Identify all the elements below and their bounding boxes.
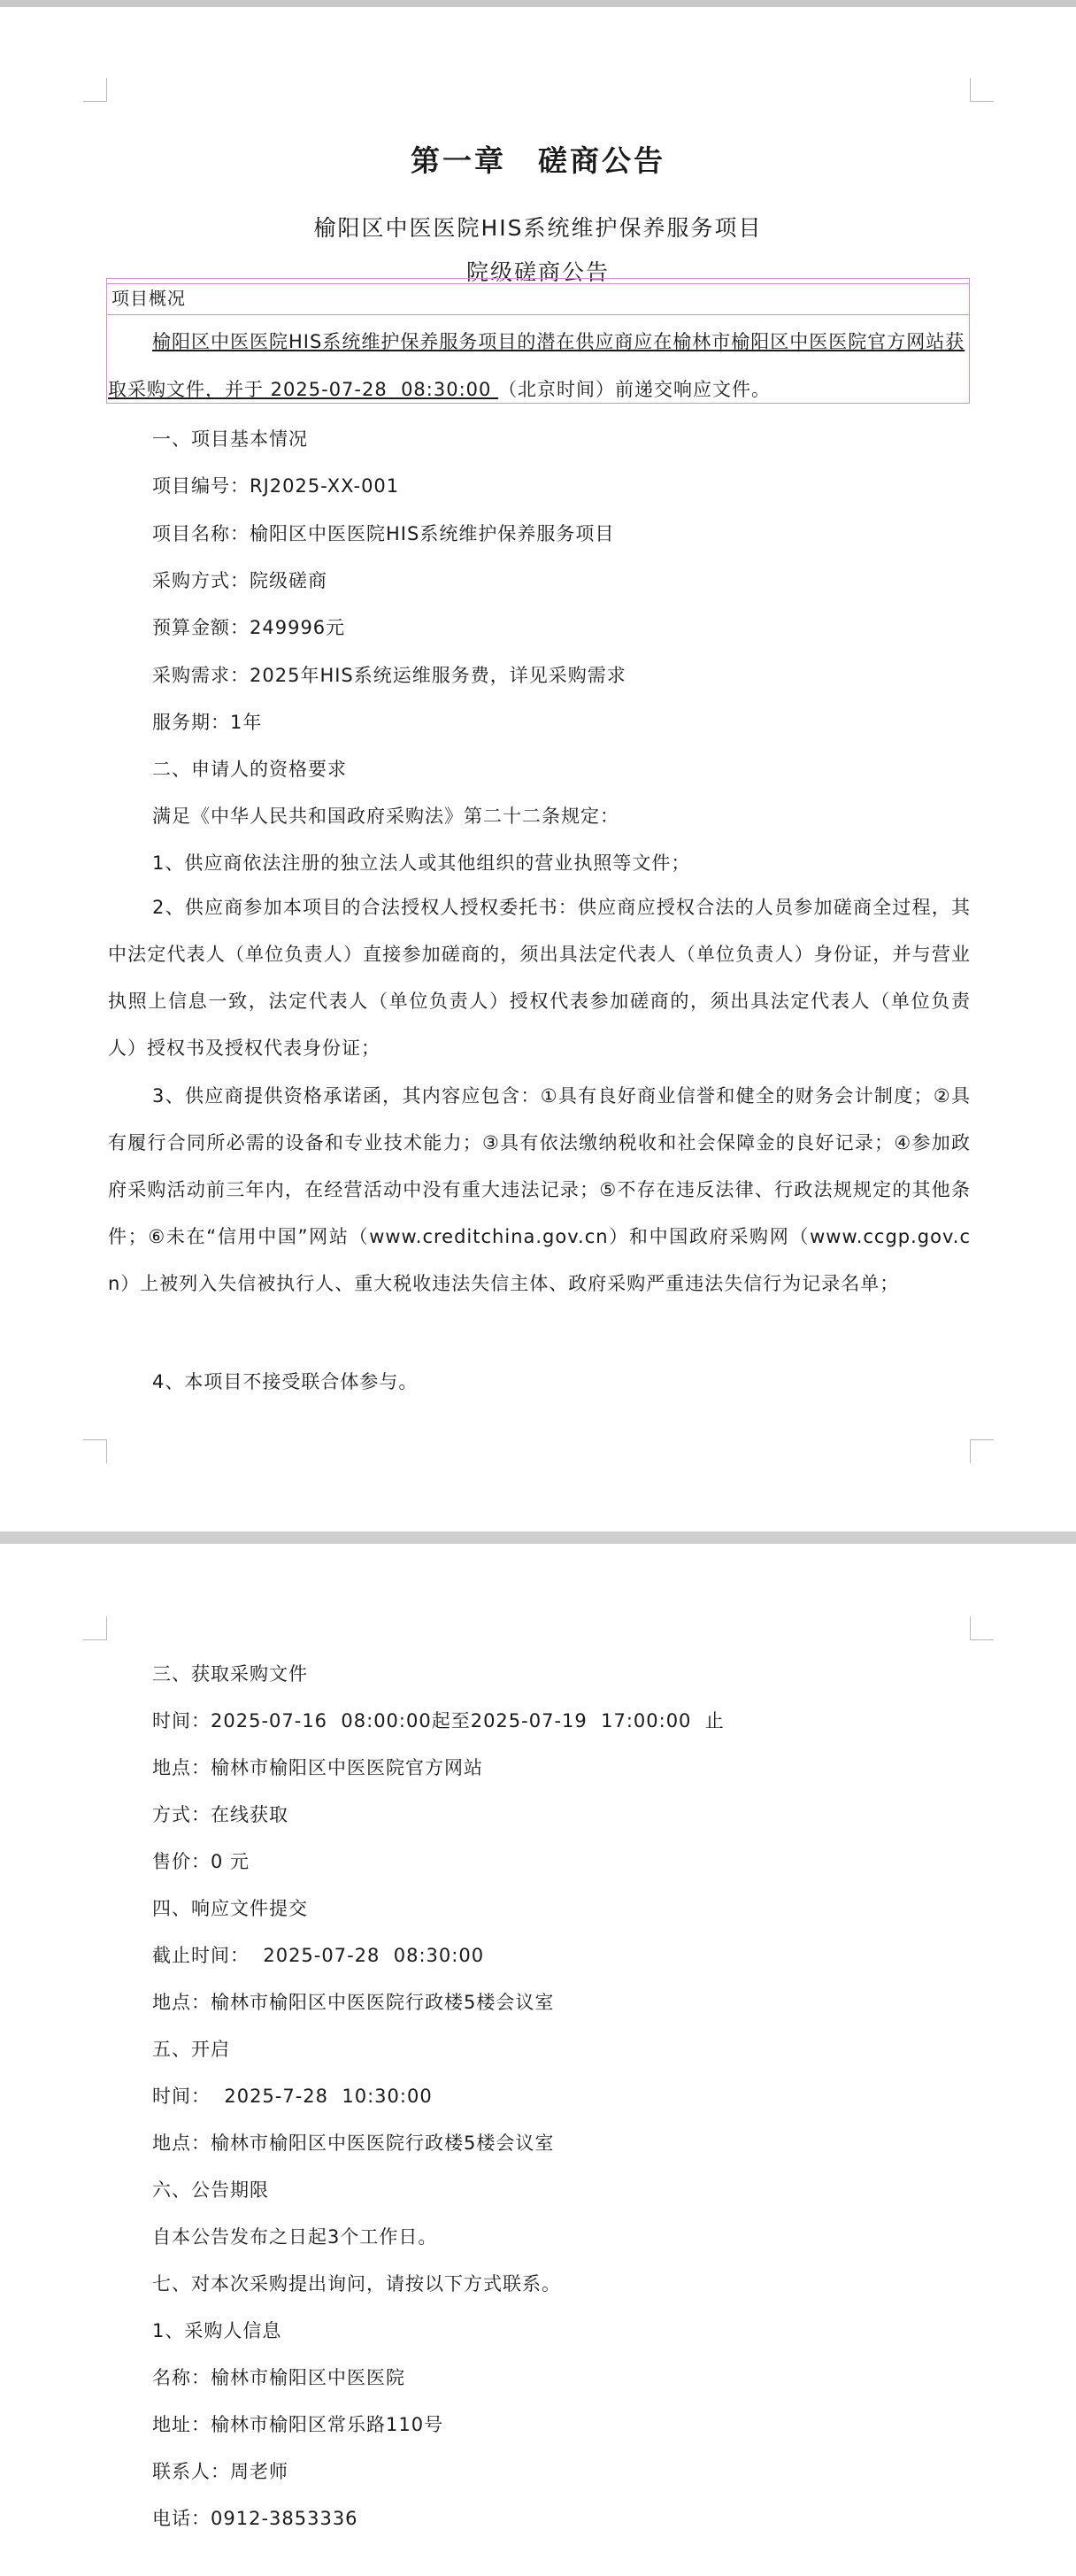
notice-title: 院级磋商公告 bbox=[465, 259, 610, 285]
section-7-heading: 七、对本次采购提出询问，请按以下方式联系。 bbox=[152, 2273, 561, 2294]
procurement-method: 采购方式：院级磋商 bbox=[152, 570, 327, 591]
opening-place: 地点：榆林市榆阳区中医医院行政楼5楼会议室 bbox=[152, 2133, 555, 2154]
project-number: 项目编号：RJ2025-XX-001 bbox=[152, 475, 400, 497]
obtain-method: 方式：在线获取 bbox=[152, 1804, 288, 1825]
purchaser-info-heading: 1、采购人信息 bbox=[152, 2320, 282, 2341]
submission-place: 地点：榆林市榆阳区中医医院行政楼5楼会议室 bbox=[152, 1992, 555, 2013]
service-period: 服务期：1年 bbox=[152, 712, 263, 733]
obtain-place: 地点：榆林市榆阳区中医医院官方网站 bbox=[152, 1757, 483, 1778]
budget-amount: 预算金额：249996元 bbox=[152, 617, 346, 638]
corner-mark bbox=[970, 1616, 994, 1640]
overview-deadline: 2025-07-28 08:30:00 bbox=[264, 379, 499, 400]
project-title: 榆阳区中医医院HIS系统维护保养服务项目 bbox=[313, 215, 763, 241]
qualification-item-2: 2、供应商参加本项目的合法授权人授权委托书：供应商应授权合法的人员参加磋商全过程，其中法定代表人（单位负责人）直接参加磋商的，须出具法定代表人（单位负责人）身份证，并与营业执照上信息一致，法定代表人（单位负责人）授权代表参加磋商的，须出具法定代表人（单位负责人）授权书及授权代表身份证； bbox=[108, 897, 971, 1059]
corner-mark bbox=[83, 78, 107, 102]
corner-mark bbox=[83, 1439, 107, 1463]
corner-mark bbox=[970, 78, 994, 102]
page-gap bbox=[0, 1531, 1076, 1544]
section-1-heading: 一、项目基本情况 bbox=[152, 428, 308, 450]
section-6-heading: 六、公告期限 bbox=[152, 2179, 269, 2201]
purchaser-address: 地址：榆林市榆阳区常乐路110号 bbox=[152, 2414, 444, 2435]
chapter-title: 第一章 磋商公告 bbox=[411, 143, 665, 178]
purchaser-name: 名称：榆林市榆阳区中医医院 bbox=[152, 2367, 405, 2388]
section-3-heading: 三、获取采购文件 bbox=[152, 1663, 308, 1685]
overview-text-2a: 取采购文件，并于 bbox=[108, 379, 264, 400]
document-page-2 bbox=[0, 1544, 1076, 2576]
document-page-1 bbox=[0, 7, 1076, 1531]
project-name: 项目名称：榆阳区中医医院HIS系统维护保养服务项目 bbox=[152, 523, 615, 544]
opening-time: 时间： 2025-7-28 10:30:00 bbox=[152, 2086, 433, 2107]
overview-text-line2 bbox=[108, 376, 771, 403]
overview-text-line1: 榆阳区中医医院HIS系统维护保养服务项目的潜在供应商应在榆林市榆阳区中医医院官方网站获 bbox=[152, 331, 965, 352]
procurement-need: 采购需求：2025年HIS系统运维服务费，详见采购需求 bbox=[152, 665, 626, 686]
qualification-item-4: 4、本项目不接受联合体参与。 bbox=[152, 1371, 419, 1392]
qualification-item-1: 1、供应商依法注册的独立法人或其他组织的营业执照等文件； bbox=[152, 852, 691, 874]
document-price: 售价：0 元 bbox=[152, 1851, 250, 1872]
corner-mark bbox=[970, 1439, 994, 1463]
qualification-item-3: 3、供应商提供资格承诺函，其内容应包含：①具有良好商业信誉和健全的财务会计制度；②具有履行合同所必需的设备和专业技术能力；③具有依法缴纳税收和社会保障金的良好记录；④参加政府采购活动前三年内，在经营活动中没有重大违法记录；⑤不存在违反法律、行政法规规定的其他条件；⑥未在“信用中国”网站（www.creditchina.gov.cn）和中国政府采购网（www.ccgp.gov.cn）上被列入失信被执行人、重大税收违法失信主体、政府采购严重违法失信行为记录名单； bbox=[108, 1085, 971, 1294]
section-5-heading: 五、开启 bbox=[152, 2039, 230, 2060]
section-2-heading: 二、申请人的资格要求 bbox=[152, 759, 347, 780]
overview-text-2b: （北京时间）前递交响应文件。 bbox=[498, 379, 772, 400]
purchaser-contact: 联系人：周老师 bbox=[152, 2461, 288, 2482]
notice-period-text: 自本公告发布之日起3个工作日。 bbox=[152, 2226, 438, 2248]
submission-deadline: 截止时间： 2025-07-28 08:30:00 bbox=[152, 1945, 485, 1966]
purchaser-phone: 电话：0912-3853336 bbox=[152, 2508, 358, 2529]
overview-label: 项目概况 bbox=[106, 283, 970, 315]
viewer-top-bar bbox=[0, 0, 1076, 7]
obtain-time: 时间：2025-07-16 08:00:00起至2025-07-19 17:00:00 止 bbox=[152, 1710, 725, 1731]
qualification-intro: 满足《中华人民共和国政府采购法》第二十二条规定： bbox=[152, 806, 619, 827]
section-4-heading: 四、响应文件提交 bbox=[152, 1898, 308, 1919]
corner-mark bbox=[83, 1616, 107, 1640]
